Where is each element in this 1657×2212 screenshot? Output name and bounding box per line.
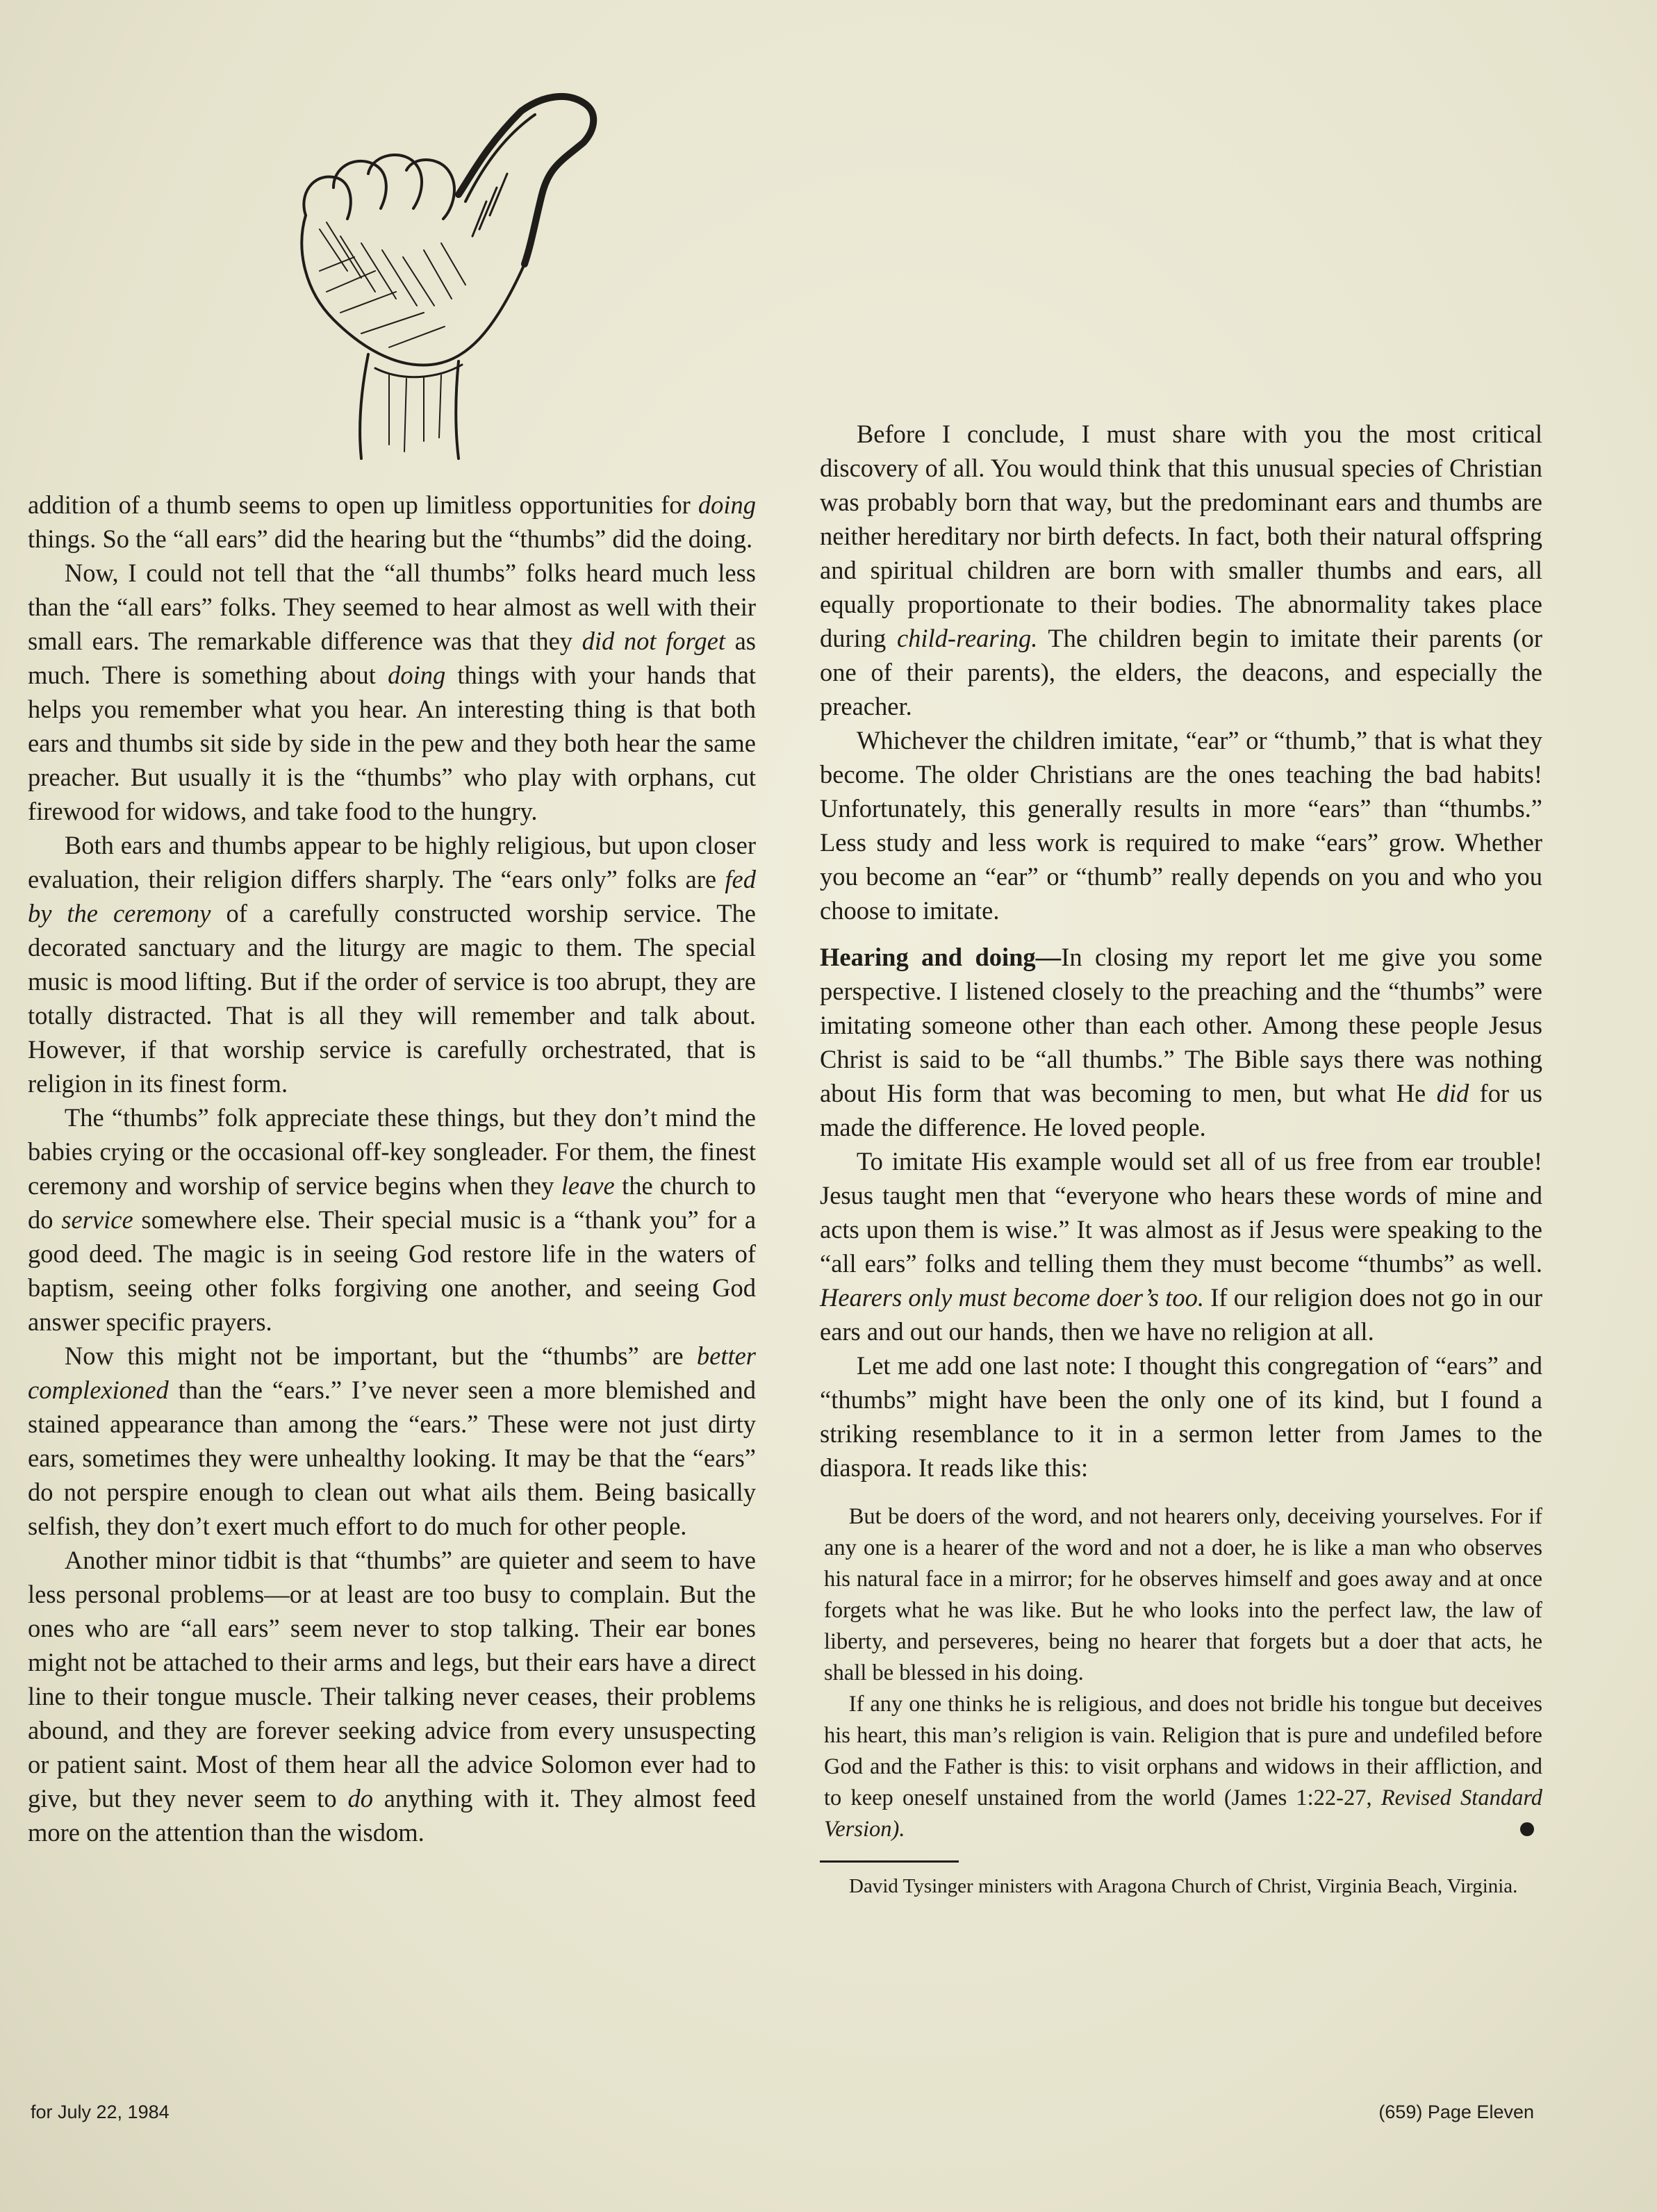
paragraph: Both ears and thumbs appear to be highly religious, but upon closer evaluation, their religion differs sharply. The “ears only” folks are fed by the ceremony of a carefully constructed worship service. The decorated sanctuary and the liturgy are magic to them. The special music is mood lifting. But if the order of service is too abrupt, they are totally distracted. That is all they will remember and talk about. However, if that worship service is carefully orchestrated, that is religion in its finest form. [28, 831, 756, 1098]
thumbs-up-illustration [257, 90, 646, 465]
paragraph: To imitate His example would set all of us free from ear trouble! Jesus taught men that “everyone who hears these words of mine and acts upon them is wise.” It was almost as if Jesus were speaking to the “all ears” folks and telling them they must become “thumbs” as well. Hearers only must become doer’s too. If our religion does not go in our ears and out our hands, then we have no religion at all. [820, 1147, 1542, 1346]
end-of-article-bullet-icon [1520, 1822, 1534, 1836]
quote-paragraph: If any one thinks he is religious, and does not bridle his tongue but deceives his heart, this man’s religion is vain. Religion that is pure and undefiled before God and the Father is this: to visit orphans and widows in their affliction, and to keep oneself unstained from the world (James 1:22-27, Revised Standard Version). [824, 1692, 1543, 1842]
paragraph: addition of a thumb seems to open up limitless opportunities for doing things. So the “all ears” did the hearing but the “thumbs” did the doing. [28, 490, 756, 553]
quote-paragraph: But be doers of the word, and not hearers only, deceiving yourselves. For if any one is a hearer of the word and not a doer, he is like a man who observes his natural face in a mirror; for he observes himself and goes away and at once forgets what he was like. But he who looks into the perfect law, the law of liberty, and perseveres, being no hearer that forgets but a doer that acts, he shall be blessed in his doing. [824, 1504, 1542, 1685]
paragraph: The “thumbs” folk appreciate these things, but they don’t mind the babies crying or the occasional off-key songleader. For them, the finest ceremony and worship of service begins when they leave the church to do service somewhere else. Their special music is a “thank you” for a good deed. The magic is in seeing God restore life in the waters of baptism, seeing other folks forgiving one another, and seeing God answer specific prayers. [28, 1103, 757, 1336]
paragraph: Another minor tidbit is that “thumbs” are quieter and seem to have less personal problems—or at least are too busy to complain. But the ones who are “all ears” seem never to stop talking. Their ear bones might not be attached to their arms and legs, but their ears have a direct line to their tongue muscle. Their talking never ceases, their problems abound, and they are forever seeking advice from every unsuspecting or patient saint. Most of them hear all the advice Solomon ever had to give, but they never seem to do anything with it. They almost feed more on the attention than the wisdom. [28, 1546, 757, 1847]
footer-date: for July 22, 1984 [31, 2102, 170, 2122]
scripture-quote [824, 1501, 1542, 1845]
author-bio: David Tysinger ministers with Aragona Church of Christ, Virginia Beach, Virginia. [849, 1875, 1518, 1897]
paragraph: Hearing and doing—In closing my report let me give you some perspective. I listened closely to the preaching and the “thumbs” were imitating someone other than each other. Among these people Jesus Christ is said to be “all thumbs.” The Bible says there was nothing about His form that was becoming to men, but what He did for us made the difference. He loved people. [820, 943, 1543, 1141]
paragraph: Whichever the children imitate, “ear” or “thumb,” that is what they become. The older Christians are the ones teaching the bad habits! Unfortunately, this generally results in more “ears” than “thumbs.” Less study and less work is required to make “ears” grow. Whether you become an “ear” or “thumb” really depends on you and who you choose to imitate. [820, 726, 1542, 925]
right-column [820, 417, 1542, 1900]
page-number: (659) Page Eleven [1378, 2102, 1534, 2122]
divider [820, 1860, 959, 1863]
paragraph: Now this might not be important, but the “thumbs” are better complexioned than the “ears.” I’ve never seen a more blemished and stained appearance than among the “ears.” These were not just dirty ears, sometimes they were unhealthy looking. It may be that the “ears” do not perspire enough to clean out what ails them. Being basically selfish, they don’t exert much effort to do much for other people. [28, 1342, 757, 1540]
paragraph: Let me add one last note: I thought this congregation of “ears” and “thumbs” might have been the only one of its kind, but I found a striking resemblance to it in a sermon letter from James to the diaspora. It reads like this: [820, 1351, 1542, 1482]
section-heading: Hearing and doing— [820, 943, 1062, 971]
paragraph: Before I conclude, I must share with you the most critical discovery of all. You would think that this unusual species of Christian was probably born that way, but the predominant ears and thumbs are neither hereditary nor birth defects. In fact, both their natural offspring and spiritual children are born with smaller thumbs and ears, all equally proportionate to their bodies. The abnormality takes place during child-rearing. The children begin to imitate their parents (or one of their parents), the elders, the deacons, and especially the preacher. [820, 420, 1542, 720]
paragraph: Now, I could not tell that the “all thumbs” folks heard much less than the “all ears” folks. They seemed to hear almost as well with their small ears. The remarkable difference was that they did not forget as much. There is something about doing things with your hands that helps you remember what you hear. An interesting thing is that both ears and thumbs sit side by side in the pew and they both hear the same preacher. But usually it is the “thumbs” who play with orphans, cut firewood for widows, and take food to the hungry. [28, 559, 757, 825]
left-column [28, 488, 756, 1849]
section-spacer [820, 927, 1542, 940]
